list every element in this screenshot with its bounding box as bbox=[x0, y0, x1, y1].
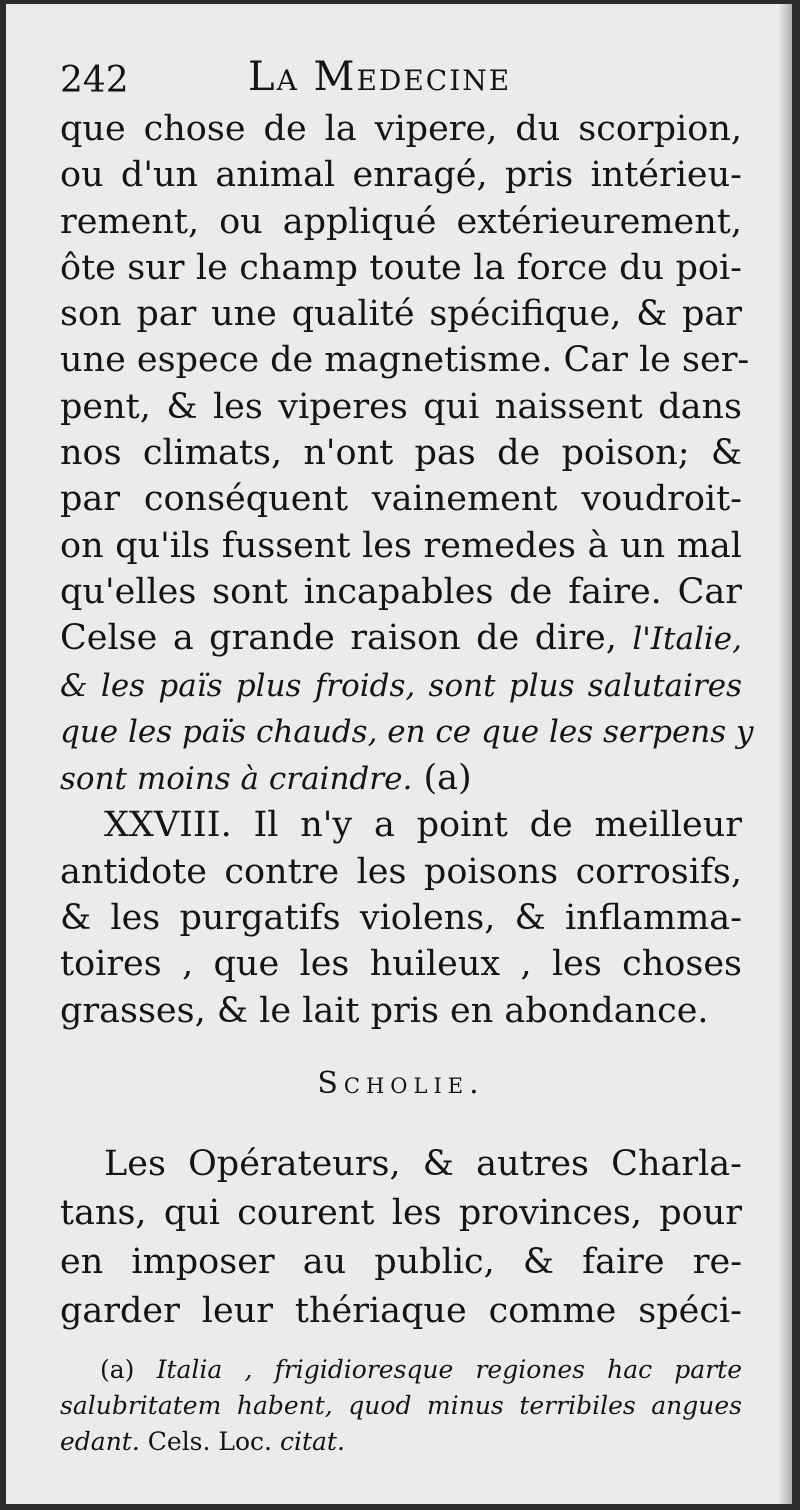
italic-quote-line: & les païs plus froids, sont plus salutaires bbox=[60, 667, 742, 704]
footnote bbox=[60, 1352, 742, 1460]
scholie-line: en imposer au public, & faire re- bbox=[60, 1242, 742, 1282]
text-line: son par une qualité spécifique, & par bbox=[60, 294, 742, 335]
page-number: 242 bbox=[60, 60, 129, 101]
text-line: nos climats, n'ont pas de poison; & bbox=[60, 433, 742, 474]
footnote-citation-end: citat. bbox=[279, 1427, 345, 1456]
footnote-text: edant. bbox=[60, 1427, 140, 1456]
celse-roman: Celse a grande raison de dire, bbox=[60, 618, 617, 659]
text-line: que chose de la vipere, du scorpion, bbox=[60, 109, 742, 149]
italic-quote-line: que les païs chauds, en ce que les serpens y bbox=[60, 713, 754, 750]
text-line: ôte sur le champ toute la force du poi- bbox=[60, 247, 742, 288]
text-line-celse bbox=[60, 615, 742, 662]
scholie-line: tans, qui courent les provinces, pour bbox=[60, 1193, 742, 1233]
text-line: on qu'ils fussent les remedes à un mal bbox=[60, 525, 742, 566]
text-line: une espece de magnetisme. Car le ser- bbox=[60, 340, 750, 381]
footnote-line: salubritatem habent, quod minus terribiles angues bbox=[60, 1391, 742, 1420]
text-line: par conséquent vainement voudroit- bbox=[60, 479, 742, 520]
text-line: qu'elles sont incapables de faire. Car bbox=[60, 571, 742, 612]
footnote-reference: (a) bbox=[423, 758, 472, 799]
scholie-paragraph bbox=[60, 1140, 742, 1336]
scholie-heading: Scholie. bbox=[317, 1066, 485, 1101]
scholie-line: garder leur thériaque comme spéci- bbox=[60, 1291, 742, 1331]
footnote-line bbox=[60, 1424, 742, 1460]
article-line: grasses, & le lait pris en abondance. bbox=[60, 990, 709, 1031]
footnote-line bbox=[60, 1352, 742, 1388]
article-line: antidote contre les poisons corrosifs, bbox=[60, 851, 742, 892]
page-header bbox=[60, 52, 750, 102]
main-paragraph bbox=[60, 106, 754, 1034]
footnote-citation: Cels. Loc. bbox=[147, 1427, 273, 1456]
book-page bbox=[6, 4, 792, 1504]
running-title: La Medecine bbox=[248, 54, 512, 100]
celse-italic: l'Italie, bbox=[632, 621, 742, 658]
article-line: XXVIII. Il n'y a point de meilleur bbox=[104, 805, 742, 846]
footnote-text: Italia , frigidioresque regiones hac parte bbox=[156, 1355, 743, 1384]
text-line: pent, & les viperes qui naissent dans bbox=[60, 386, 742, 427]
text-line: ou d'un animal enragé, pris intérieu- bbox=[60, 155, 742, 196]
text-line: rement, ou appliqué extérieurement, bbox=[60, 201, 742, 242]
article-line: toires , que les huileux , les choses bbox=[60, 944, 742, 985]
scholie-line: Les Opérateurs, & autres Charla- bbox=[104, 1144, 742, 1184]
article-line: & les purgatifs violens, & inflamma- bbox=[60, 898, 742, 939]
quote-end-italic: sont moins à craindre. bbox=[60, 761, 413, 798]
footnote-marker: (a) bbox=[100, 1355, 135, 1384]
quote-end-line bbox=[60, 755, 742, 802]
